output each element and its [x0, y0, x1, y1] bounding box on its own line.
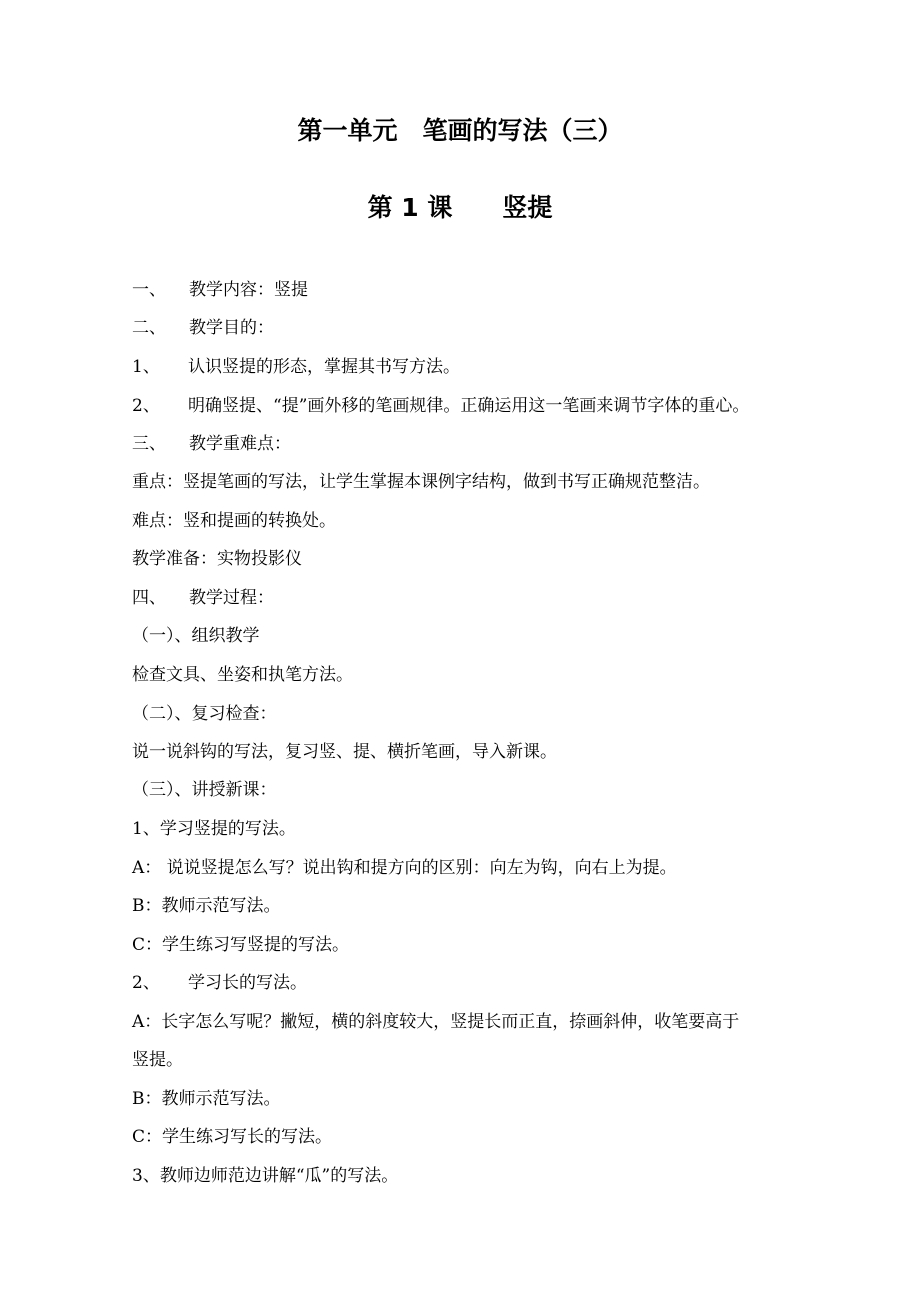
paragraph-line: B：教师示范写法。	[132, 1089, 281, 1109]
paragraph-line: B：教师示范写法。	[132, 896, 281, 916]
paragraph-line: 说一说斜钩的写法，复习竖、提、横折笔画，导入新课。	[132, 742, 557, 762]
item-number: 2、	[132, 396, 160, 416]
item-text: 学习长的写法。	[188, 973, 307, 993]
paragraph-line: 检查文具、坐姿和执笔方法。	[132, 665, 353, 685]
paragraph-line: 竖提。	[132, 1050, 183, 1070]
numbered-item-2	[132, 972, 307, 994]
section-text: 教学过程：	[189, 588, 274, 608]
goal-item-2	[132, 395, 749, 417]
section-number: 二、	[132, 318, 166, 338]
difficulty-line: 难点：竖和提画的转换处。	[132, 511, 336, 531]
section-number: 一、	[132, 280, 166, 300]
item-number: 2、	[132, 973, 160, 993]
lesson-title: 第 1 课 竖提	[367, 193, 553, 222]
subsection-review: （二）、复习检查：	[132, 704, 277, 724]
subsection-new-lesson: （三）、讲授新课：	[132, 780, 277, 800]
section-text: 教学目的：	[189, 318, 274, 338]
paragraph-line: A： 说说竖提怎么写？说出钩和提方向的区别：向左为钩，向右上为提。	[132, 858, 677, 878]
section-teaching-process	[132, 587, 274, 609]
section-text: 教学内容：竖提	[189, 280, 308, 300]
item-text: 认识竖提的形态，掌握其书写方法。	[188, 357, 460, 377]
paragraph-line: 1、学习竖提的写法。	[132, 819, 296, 839]
item-text: 明确竖提、“提”画外移的笔画规律。正确运用这一笔画来调节字体的重心。	[188, 396, 750, 416]
paragraph-line: A：长字怎么写呢？撇短，横的斜度较大，竖提长而正直，捺画斜伸，收笔要高于	[132, 1012, 740, 1032]
preparation-line: 教学准备：实物投影仪	[132, 549, 302, 569]
paragraph-line: C：学生练习写竖提的写法。	[132, 935, 350, 955]
section-number: 三、	[132, 434, 166, 454]
paragraph-line: C：学生练习写长的写法。	[132, 1127, 333, 1147]
section-number: 四、	[132, 588, 166, 608]
section-key-points	[132, 433, 291, 455]
item-number: 1、	[132, 357, 160, 377]
paragraph-line: 3、教师边师范边讲解“瓜”的写法。	[132, 1166, 399, 1186]
section-teaching-goals	[132, 317, 274, 339]
section-teaching-content	[132, 279, 308, 301]
goal-item-1	[132, 356, 460, 378]
subsection-organize: （一）、组织教学	[132, 626, 260, 646]
section-text: 教学重难点：	[189, 434, 291, 454]
unit-title: 第一单元 笔画的写法（三）	[297, 116, 623, 145]
key-point-line: 重点：竖提笔画的写法，让学生掌握本课例字结构，做到书写正确规范整洁。	[132, 472, 710, 492]
